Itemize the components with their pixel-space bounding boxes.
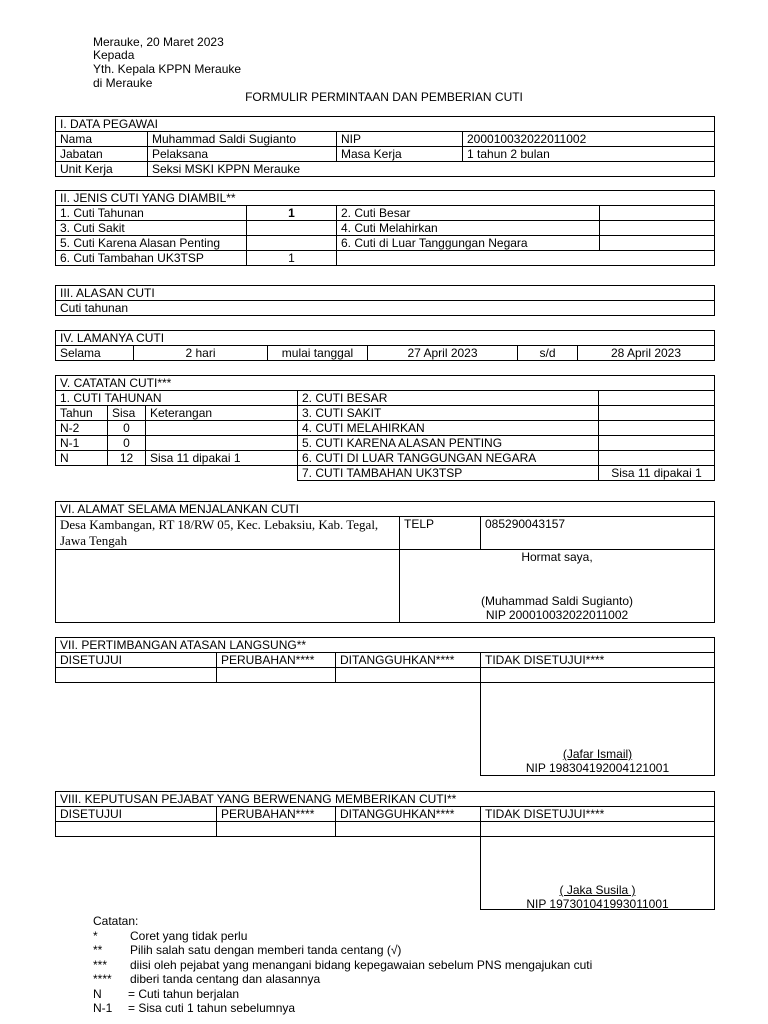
mulai-label: mulai tanggal <box>268 346 368 361</box>
notes-title: Catatan: <box>93 914 139 928</box>
catatan-value <box>599 436 715 451</box>
note-mark: **** <box>93 972 112 986</box>
catatan-value <box>599 421 715 436</box>
catatan-value <box>599 451 715 466</box>
jenis-cuti-item: 2. Cuti Besar <box>337 206 600 221</box>
unit-kerja-value: Seksi MSKI KPPN Merauke <box>148 162 715 177</box>
catatan-value <box>599 391 715 406</box>
jenis-cuti-item: 6. Cuti di Luar Tanggungan Negara <box>337 236 600 251</box>
jenis-cuti-check[interactable]: 1 <box>247 206 337 221</box>
jenis-cuti-table <box>55 190 715 266</box>
tidak-disetujui-header: TIDAK DISETUJUI**** <box>481 653 715 668</box>
masa-kerja-value: 1 tahun 2 bulan <box>463 147 715 162</box>
section-heading: VII. PERTIMBANGAN ATASAN LANGSUNG** <box>56 638 715 653</box>
signature-block <box>400 550 715 623</box>
alamat-table <box>55 501 715 623</box>
jenis-cuti-empty <box>337 251 715 266</box>
note-mark: ** <box>93 943 103 957</box>
catatan-cuti-table <box>55 375 715 481</box>
jenis-cuti-check[interactable] <box>247 221 337 236</box>
durasi-value[interactable]: 2 hari <box>134 346 268 361</box>
jenis-cuti-item: 1. Cuti Tahunan <box>56 206 247 221</box>
perubahan-header: PERUBAHAN**** <box>217 653 336 668</box>
blank-cell <box>56 837 481 910</box>
signer-name: (Muhammad Saldi Sugianto) <box>480 594 634 608</box>
sisa-cell: 0 <box>108 421 146 436</box>
recipient: Yth. Kepala KPPN Merauke <box>93 62 242 76</box>
note-mark: * <box>93 929 98 943</box>
alamat-value[interactable]: Desa Kambangan, RT 18/RW 05, Kec. Lebaksiu, Kab. Tegal, Jawa Tengah <box>56 517 400 550</box>
section-heading: VI. ALAMAT SELAMA MENJALANKAN CUTI <box>56 502 715 517</box>
nip-label: NIP <box>337 132 463 147</box>
jenis-cuti-check[interactable]: 1 <box>247 251 337 266</box>
ditangguhkan-check[interactable] <box>336 822 481 837</box>
signer-nip: NIP 198304192004121001 <box>525 761 670 775</box>
nama-label: Nama <box>56 132 148 147</box>
lamanya-cuti-table <box>55 330 715 361</box>
jenis-cuti-item: 3. Cuti Sakit <box>56 221 247 236</box>
signer-name: ( Jaka Susila ) <box>559 883 636 897</box>
telp-label: TELP <box>400 517 481 550</box>
disetujui-header: DISETUJUI <box>56 653 217 668</box>
perubahan-header: PERUBAHAN**** <box>217 807 336 822</box>
cuti-sakit-label: 3. CUTI SAKIT <box>298 406 599 421</box>
section-heading: III. ALASAN CUTI <box>56 286 715 301</box>
blank-cell <box>56 683 481 776</box>
section-heading: I. DATA PEGAWAI <box>56 117 715 132</box>
keterangan-cell: Sisa 11 dipakai 1 <box>146 451 298 466</box>
form-title: FORMULIR PERMINTAAN DAN PEMBERIAN CUTI <box>245 90 523 104</box>
signer-nip: NIP 197301041993011001 <box>526 897 669 910</box>
jenis-cuti-check[interactable] <box>600 236 715 251</box>
col-sisa: Sisa <box>108 406 146 421</box>
sisa-cell: 0 <box>108 436 146 451</box>
ditangguhkan-check[interactable] <box>336 668 481 683</box>
col-keterangan: Keterangan <box>146 406 298 421</box>
jabatan-label: Jabatan <box>56 147 148 162</box>
cuti-tambahan-label: 7. CUTI TAMBAHAN UK3TSP <box>298 466 599 481</box>
keputusan-table <box>55 791 715 910</box>
note-text: = Cuti tahun berjalan <box>128 987 240 1001</box>
disetujui-check[interactable] <box>56 822 217 837</box>
alasan-cuti-value[interactable]: Cuti tahunan <box>56 301 715 316</box>
jenis-cuti-check[interactable] <box>600 221 715 236</box>
note-mark: N <box>93 987 102 1001</box>
note-mark: *** <box>93 958 108 972</box>
kepada-label: Kepada <box>93 48 135 62</box>
nip-value: 200010032022011002 <box>463 132 715 147</box>
data-pegawai-table <box>55 116 715 177</box>
signature-block <box>481 683 715 776</box>
cuti-besar-label: 2. CUTI BESAR <box>298 391 599 406</box>
masa-kerja-label: Masa Kerja <box>337 147 463 162</box>
cuti-alasan-penting-label: 5. CUTI KARENA ALASAN PENTING <box>298 436 599 451</box>
tanggal-mulai[interactable]: 27 April 2023 <box>368 346 518 361</box>
perubahan-check[interactable] <box>217 822 336 837</box>
tidak-disetujui-header: TIDAK DISETUJUI**** <box>481 807 715 822</box>
signature-block <box>481 837 715 910</box>
disetujui-check[interactable] <box>56 668 217 683</box>
perubahan-check[interactable] <box>217 668 336 683</box>
unit-kerja-label: Unit Kerja <box>56 162 148 177</box>
selama-label: Selama <box>56 346 134 361</box>
cuti-luar-tanggungan-label: 6. CUTI DI LUAR TANGGUNGAN NEGARA <box>298 451 599 466</box>
jenis-cuti-item: 6. Cuti Tambahan UK3TSP <box>56 251 247 266</box>
note-text: Pilih salah satu dengan memberi tanda centang (√) <box>130 943 402 957</box>
section-heading: IV. LAMANYA CUTI <box>56 331 715 346</box>
catatan-value <box>599 406 715 421</box>
nama-value: Muhammad Saldi Sugianto <box>148 132 337 147</box>
note-mark: N-1 <box>93 1001 113 1015</box>
note-text: Coret yang tidak perlu <box>130 929 248 943</box>
ditangguhkan-header: DITANGGUHKAN**** <box>336 653 481 668</box>
recipient-location: di Merauke <box>93 76 153 90</box>
jabatan-value: Pelaksana <box>148 147 337 162</box>
note-text: diberi tanda centang dan alasannya <box>130 972 321 986</box>
place-date: Merauke, 20 Maret 2023 <box>93 35 224 49</box>
cuti-melahirkan-label: 4. CUTI MELAHIRKAN <box>298 421 599 436</box>
jenis-cuti-check[interactable] <box>600 206 715 221</box>
blank-cell <box>56 550 400 623</box>
pertimbangan-table <box>55 637 715 776</box>
keterangan-cell <box>146 436 298 451</box>
cuti-tahunan-label: 1. CUTI TAHUNAN <box>56 391 298 406</box>
telp-value[interactable]: 085290043157 <box>481 517 715 550</box>
jenis-cuti-check[interactable] <box>247 236 337 251</box>
tanggal-akhir[interactable]: 28 April 2023 <box>578 346 715 361</box>
sisa-cell: 12 <box>108 451 146 466</box>
section-heading: VIII. KEPUTUSAN PEJABAT YANG BERWENANG MEMBERIKAN CUTI** <box>56 792 715 807</box>
tahun-cell: N-1 <box>56 436 108 451</box>
signer-name: (Jafar Ismail) <box>562 747 633 761</box>
hormat-saya: Hormat saya, <box>521 550 593 564</box>
section-heading: V. CATATAN CUTI*** <box>56 376 715 391</box>
cuti-tambahan-value: Sisa 11 dipakai 1 <box>599 466 715 481</box>
blank-cell <box>56 466 298 481</box>
note-text: diisi oleh pejabat yang menangani bidang kepegawaian sebelum PNS mengajukan cuti <box>130 958 593 972</box>
tahun-cell: N <box>56 451 108 466</box>
sd-label: s/d <box>518 346 578 361</box>
jenis-cuti-item: 5. Cuti Karena Alasan Penting <box>56 236 247 251</box>
tidak-disetujui-check[interactable] <box>481 668 715 683</box>
ditangguhkan-header: DITANGGUHKAN**** <box>336 807 481 822</box>
tidak-disetujui-check[interactable] <box>481 822 715 837</box>
note-text: = Sisa cuti 1 tahun sebelumnya <box>128 1001 296 1015</box>
col-tahun: Tahun <box>56 406 108 421</box>
signer-nip: NIP 200010032022011002 <box>485 608 629 622</box>
keterangan-cell <box>146 421 298 436</box>
tahun-cell: N-2 <box>56 421 108 436</box>
jenis-cuti-item: 4. Cuti Melahirkan <box>337 221 600 236</box>
alasan-cuti-table <box>55 285 715 316</box>
section-heading: II. JENIS CUTI YANG DIAMBIL** <box>56 191 715 206</box>
disetujui-header: DISETUJUI <box>56 807 217 822</box>
